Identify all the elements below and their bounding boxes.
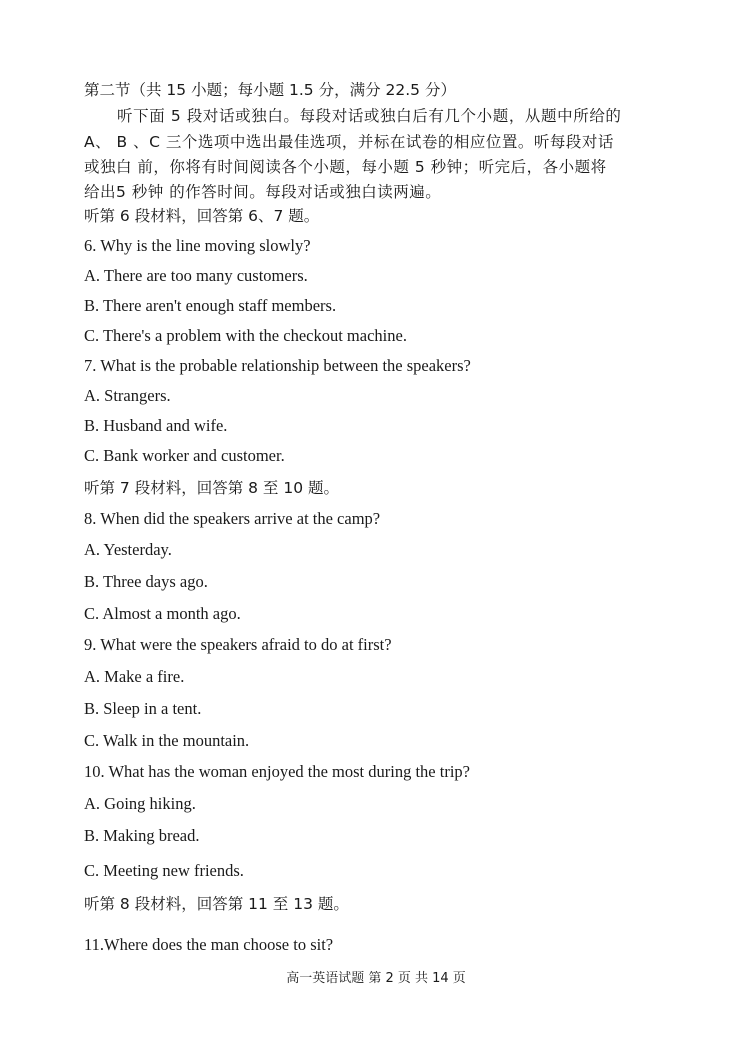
page-footer: 高一英语试题 第 2 页 共 14 页: [286, 971, 466, 986]
question-9-option-b: B. Sleep in a tent.: [84, 699, 202, 718]
section-header: 第二节（共 15 小题；每小题 1.5 分，满分 22.5 分）: [84, 81, 456, 99]
question-10-option-c: C. Meeting new friends.: [84, 861, 244, 880]
material-7-heading: 听第 7 段材料，回答第 8 至 10 题。: [84, 479, 340, 497]
instruction-line-4: 给出5 秒钟 的作答时间。每段对话或独白读两遍。: [84, 183, 442, 201]
question-9: 9. What were the speakers afraid to do at first?: [84, 635, 392, 654]
instruction-line-2: A、 B 、C 三个选项中选出最佳选项，并标在试卷的相应位置。听每段对话: [84, 133, 614, 151]
question-8: 8. When did the speakers arrive at the camp?: [84, 509, 381, 528]
question-9-option-c: C. Walk in the mountain.: [84, 731, 250, 750]
question-8-option-b: B. Three days ago.: [84, 572, 208, 591]
question-10: 10. What has the woman enjoyed the most during the trip?: [84, 762, 470, 781]
question-10-option-a: A. Going hiking.: [84, 794, 196, 813]
question-7: 7. What is the probable relationship between the speakers?: [84, 356, 471, 375]
material-8-heading: 听第 8 段材料，回答第 11 至 13 题。: [84, 895, 349, 913]
instruction-line-1: 听下面 5 段对话或独白。每段对话或独白后有几个小题，从题中所给的: [117, 107, 622, 125]
question-7-option-b: B. Husband and wife.: [84, 416, 228, 435]
question-7-option-a: A. Strangers.: [84, 386, 171, 405]
instruction-line-3: 或独白 前，你将有时间阅读各个小题，每小题 5 秒钟；听完后，各小题将: [84, 158, 607, 176]
question-6-option-c: C. There's a problem with the checkout machine.: [84, 326, 407, 345]
question-9-option-a: A. Make a fire.: [84, 667, 185, 686]
question-6: 6. Why is the line moving slowly?: [84, 236, 311, 255]
question-6-option-b: B. There aren't enough staff members.: [84, 296, 337, 315]
question-7-option-c: C. Bank worker and customer.: [84, 446, 285, 465]
material-6-heading: 听第 6 段材料，回答第 6、7 题。: [84, 207, 320, 225]
question-10-option-b: B. Making bread.: [84, 826, 200, 845]
question-11: 11.Where does the man choose to sit?: [84, 935, 334, 954]
question-8-option-c: C. Almost a month ago.: [84, 604, 241, 623]
question-6-option-a: A. There are too many customers.: [84, 266, 308, 285]
question-8-option-a: A. Yesterday.: [84, 540, 172, 559]
